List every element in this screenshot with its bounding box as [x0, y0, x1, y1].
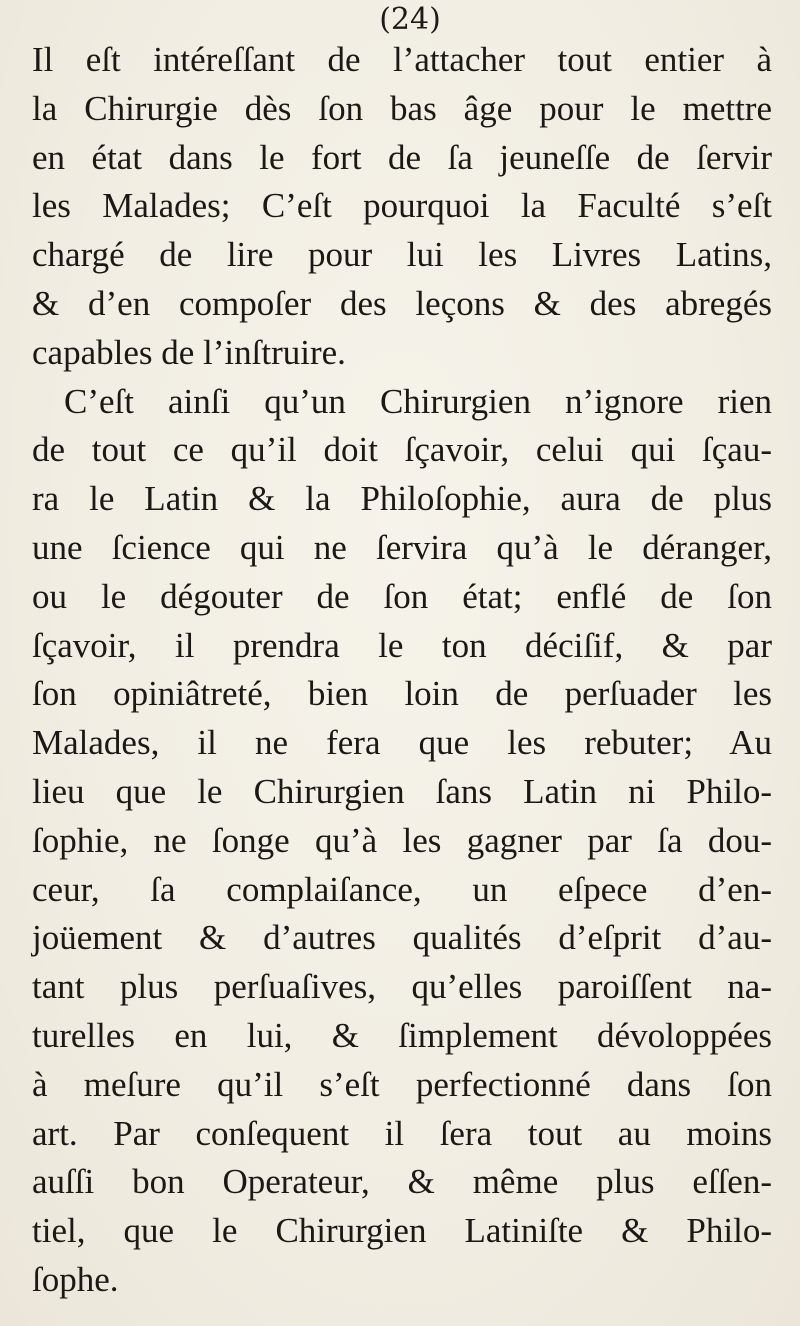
text-line: & d’en compoſer des leçons & des abregés — [32, 283, 772, 323]
text-line: auſſi bon Operateur, & même plus eſſen- — [32, 1162, 772, 1202]
page-number: (24) — [379, 2, 441, 37]
text-line: ceur, ſa complaiſance, un eſpece d’en- — [32, 869, 772, 909]
text-line: ſçavoir, il prendra le ton déciſif, & par — [32, 625, 772, 665]
text-line: ra le Latin & la Philoſophie, aura de plus — [32, 479, 772, 519]
text-line: en état dans le fort de ſa jeuneſſe de ſervir — [32, 137, 772, 177]
text-line: à meſure qu’il s’eſt perfectionné dans ſon — [32, 1064, 772, 1104]
text-line: la Chirurgie dès ſon bas âge pour le mettre — [32, 88, 772, 128]
text-line: de tout ce qu’il doit ſçavoir, celui qui ſçau- — [32, 430, 772, 470]
text-line: les Malades; C’eſt pourquoi la Faculté s’eſt — [32, 186, 772, 226]
text-line: Il eſt intéreſſant de l’attacher tout entier à — [32, 40, 772, 79]
text-line: tiel, que le Chirurgien Latiniſte & Philo- — [32, 1211, 772, 1251]
text-line: ſophie, ne ſonge qu’à les gagner par ſa dou- — [32, 820, 772, 860]
text-line: turelles en lui, & ſimplement dévoloppées — [32, 1015, 772, 1055]
text-line: capables de l’inſtruire. — [32, 332, 346, 372]
text-line: ſon opiniâtreté, bien loin de perſuader les — [32, 674, 772, 714]
text-line: une ſcience qui ne ſervira qu’à le déranger, — [32, 527, 772, 567]
text-line: C’eſt ainſi qu’un Chirurgien n’ignore rien — [64, 381, 772, 421]
text-line: art. Par conſequent il ſera tout au moins — [32, 1113, 772, 1153]
text-line: joüement & d’autres qualités d’eſprit d’au- — [32, 918, 772, 958]
text-line: chargé de lire pour lui les Livres Latins, — [32, 235, 772, 275]
text-line: ſophe. — [32, 1259, 119, 1299]
text-line: tant plus perſuaſives, qu’elles paroiſſent na- — [32, 967, 772, 1007]
text-line: lieu que le Chirurgien ſans Latin ni Philo- — [32, 771, 772, 811]
text-line: Malades, il ne fera que les rebuter; Au — [32, 723, 772, 763]
text-line: ou le dégouter de ſon état; enflé de ſon — [32, 576, 772, 616]
body-text — [32, 36, 772, 1305]
